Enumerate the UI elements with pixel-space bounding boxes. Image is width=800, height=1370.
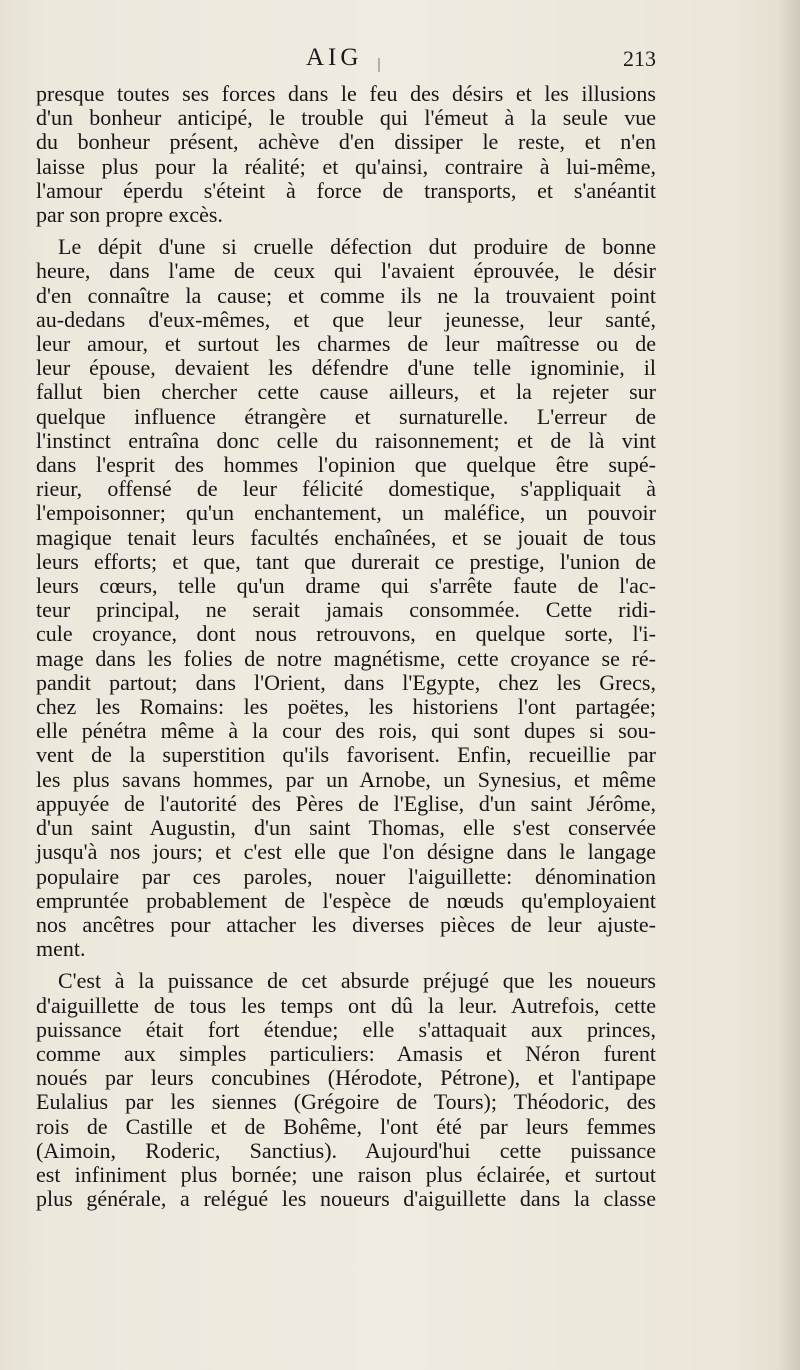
text-line: rois de Castille et de Bohême, l'ont été par leurs femmes [36,1113,656,1139]
text-line: appuyée de l'autorité des Pères de l'Eglise, d'un saint Jérôme, [36,790,656,816]
text-line: leur épouse, devaient les défendre d'une telle ignominie, il [36,355,656,381]
text-line: comme aux simples particuliers: Amasis et Néron furent [36,1040,656,1066]
text-line: populaire par ces paroles, nouer l'aiguillette: dénomination [36,863,656,889]
text-line: heure, dans l'ame de ceux qui l'avaient éprouvée, le désir [36,258,656,284]
page-header [36,44,656,80]
text-line: Eulalius par les siennes (Grégoire de Tours); Théodoric, des [36,1089,656,1115]
text-line: ment. [36,936,86,962]
text-line: pandit partout; dans l'Orient, dans l'Egypte, chez les Grecs, [36,669,656,695]
text-line: laisse plus pour la réalité; et qu'ainsi, contraire à lui-même, [36,153,656,179]
text-line: plus générale, a relégué les noueurs d'aiguillette dans la classe [36,1186,656,1212]
text-line: les plus savans hommes, par un Arnobe, un Synesius, et même [36,766,656,792]
text-line: d'en connaître la cause; et comme ils ne la trouvaient point [36,282,656,308]
text-line: rieur, offensé de leur félicité domestique, s'appliquait à [36,476,656,502]
text-line: par son propre excès. [36,202,223,228]
text-line: l'instinct entraîna donc celle du raisonnement; et de là vint [36,427,656,453]
text-line: chez les Romains: les poëtes, les historiens l'ont partagée; [36,694,656,720]
text-line: du bonheur présent, achève d'en dissiper le reste, et n'en [36,129,656,155]
text-line: empruntée probablement de l'espèce de nœuds qu'employaient [36,887,656,913]
text-line: magique tenait leurs facultés enchaînées, et se jouait de tous [36,524,656,550]
text-line: (Aimoin, Roderic, Sanctius). Aujourd'hui cette puissance [36,1137,656,1163]
text-line: teur principal, ne serait jamais consommée. Cette ridi- [36,597,656,623]
body-text [36,82,656,1211]
text-line: leur amour, et surtout les charmes de leur maîtresse ou de [36,331,656,357]
text-line: cule croyance, dont nous retrouvons, en quelque sorte, l'i- [36,621,656,647]
text-line: d'un bonheur anticipé, le trouble qui l'émeut à la seule vue [36,105,656,131]
text-line: Le dépit d'une si cruelle défection dut produire de bonne [58,234,656,260]
text-line: presque toutes ses forces dans le feu des désirs et les illusions [36,81,656,106]
text-line: leurs efforts; et que, tant que durerait ce prestige, l'union de [36,548,656,574]
text-line: l'amour éperdu s'éteint à force de transports, et s'anéantit [36,177,656,203]
text-line: mage dans les folies de notre magnétisme, cette croyance se ré- [36,645,656,671]
text-line: dans l'esprit des hommes l'opinion que quelque être supé- [36,452,656,478]
paragraph-2 [36,235,656,961]
text-line: leurs cœurs, telle qu'un drame qui s'arrête faute de l'ac- [36,573,656,599]
text-line: fallut bien chercher cette cause ailleurs, et la rejeter sur [36,379,656,405]
text-line: l'empoisonner; qu'un enchantement, un maléfice, un pouvoir [36,500,656,526]
text-line: jusqu'à nos jours; et c'est elle que l'on désigne dans le langage [36,839,656,865]
text-line: nos ancêtres pour attacher les diverses pièces de leur ajuste- [36,911,656,937]
text-line: puissance était fort étendue; elle s'attaquait aux princes, [36,1016,656,1042]
text-line: d'un saint Augustin, d'un saint Thomas, elle s'est conservée [36,815,656,841]
text-line: d'aiguillette de tous les temps ont dû la leur. Autrefois, cette [36,992,656,1018]
paragraph-1 [36,82,656,227]
page-number: 213 [623,46,656,71]
paragraph-3 [36,969,656,1211]
text-line: est infiniment plus bornée; une raison plus éclairée, et surtout [36,1161,656,1187]
text-line: elle pénétra même à la cour des rois, qui sont dupes si sou- [36,718,656,744]
text-line: vent de la superstition qu'ils favorisent. Enfin, recueillie par [36,742,656,768]
gutter-mark [378,58,380,72]
text-line: quelque influence étrangère et surnaturelle. L'erreur de [36,403,656,429]
text-line: au-dedans d'eux-mêmes, et que leur jeunesse, leur santé, [36,306,656,332]
running-head: AIG [306,44,363,71]
text-line: C'est à la puissance de cet absurde préjugé que les noueurs [58,968,656,994]
text-line: noués par leurs concubines (Hérodote, Pétrone), et l'antipape [36,1065,656,1091]
